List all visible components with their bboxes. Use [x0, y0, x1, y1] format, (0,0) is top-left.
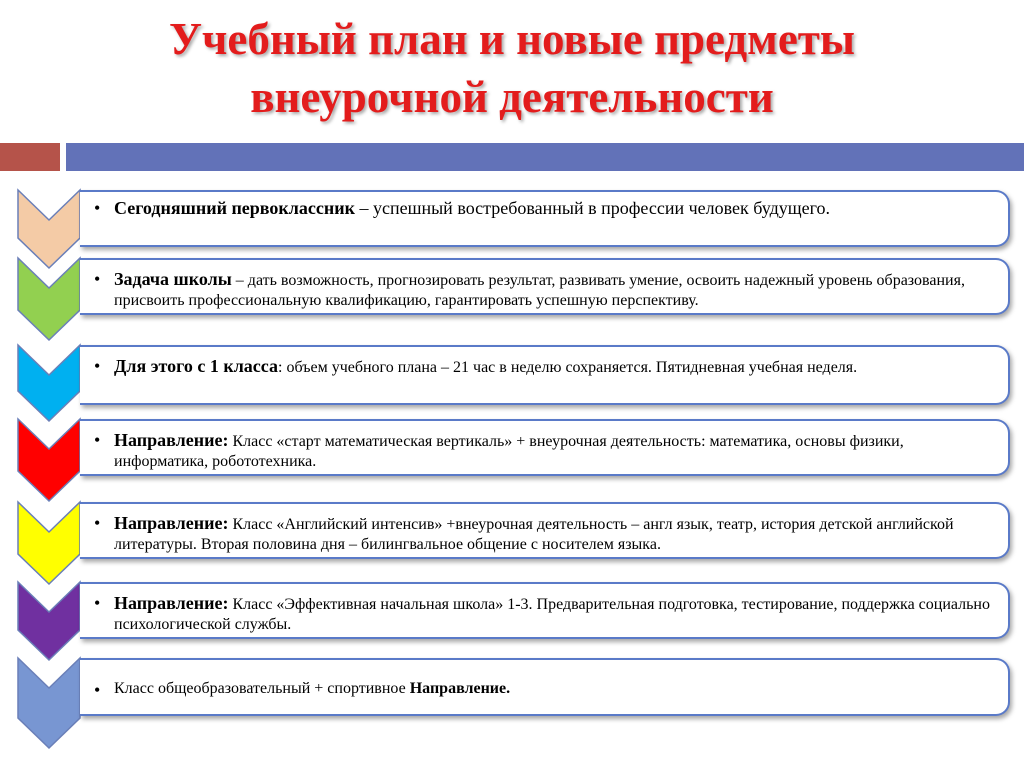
item-2-text: – дать возможность, прогнозировать результат, развивать умение, освоить надежный уровень образования, присвоить профессиональную квалификацию, гарантировать успешную перспективу. [114, 272, 965, 309]
item-5-bold: Направление: [114, 513, 229, 533]
list-item-2 [80, 258, 1010, 315]
title-line-1: Учебный план и новые предметы [168, 14, 856, 64]
item-2-bold: Задача школы [114, 269, 232, 289]
list-item-4 [80, 419, 1010, 476]
item-3-bold: Для этого с 1 класса [114, 356, 278, 376]
chevron-peach [18, 190, 80, 268]
bullet-icon: • [94, 430, 101, 450]
chevron-blue [18, 658, 80, 748]
item-1-text: – успешный востребованный в профессии человек будущего. [354, 198, 831, 218]
chevron-green [18, 258, 80, 340]
list-item-1 [80, 190, 1010, 247]
item-4-bold: Направление: [114, 430, 229, 450]
list-item-3 [80, 345, 1010, 405]
list-item-6 [80, 582, 1010, 639]
chevron-purple [18, 582, 80, 660]
item-5-text: Класс «Английский интенсив» +внеурочная деятельность – англ язык, театр, история детской английской литературы. Вторая половина дня – билингвальное общение с носителем языка. [114, 516, 954, 553]
item-7-text: Класс общеобразовательный + спортивное [114, 680, 410, 697]
bullet-icon: • [94, 513, 101, 533]
chevron-yellow [18, 502, 80, 584]
item-3-text: : объем учебного плана – 21 час в неделю сохраняется. Пятидневная учебная неделя. [278, 359, 858, 376]
item-6-text: Класс «Эффективная начальная школа» 1-3. Предварительная подготовка, тестирование, поддержка социально психологической службы. [114, 596, 990, 633]
title-line-2: внеурочной деятельности [250, 72, 774, 122]
chevron-red [18, 419, 80, 501]
list-item-5 [80, 502, 1010, 559]
item-7-bold: Направление. [409, 680, 511, 697]
bullet-icon: • [94, 680, 101, 700]
chevron-cyan [18, 345, 80, 421]
bullet-icon: • [94, 198, 101, 218]
bullet-icon: • [94, 269, 101, 289]
bullet-icon: • [94, 356, 101, 376]
item-6-bold: Направление: [114, 593, 229, 613]
bullet-icon: • [94, 593, 101, 613]
list-item-7 [80, 658, 1010, 716]
item-4-text: Класс «старт математическая вертикаль» + внеурочная деятельность: математика, основы физики, информатика, робототехника. [114, 433, 904, 470]
item-1-bold: Сегодняшний первоклассник [114, 198, 355, 218]
